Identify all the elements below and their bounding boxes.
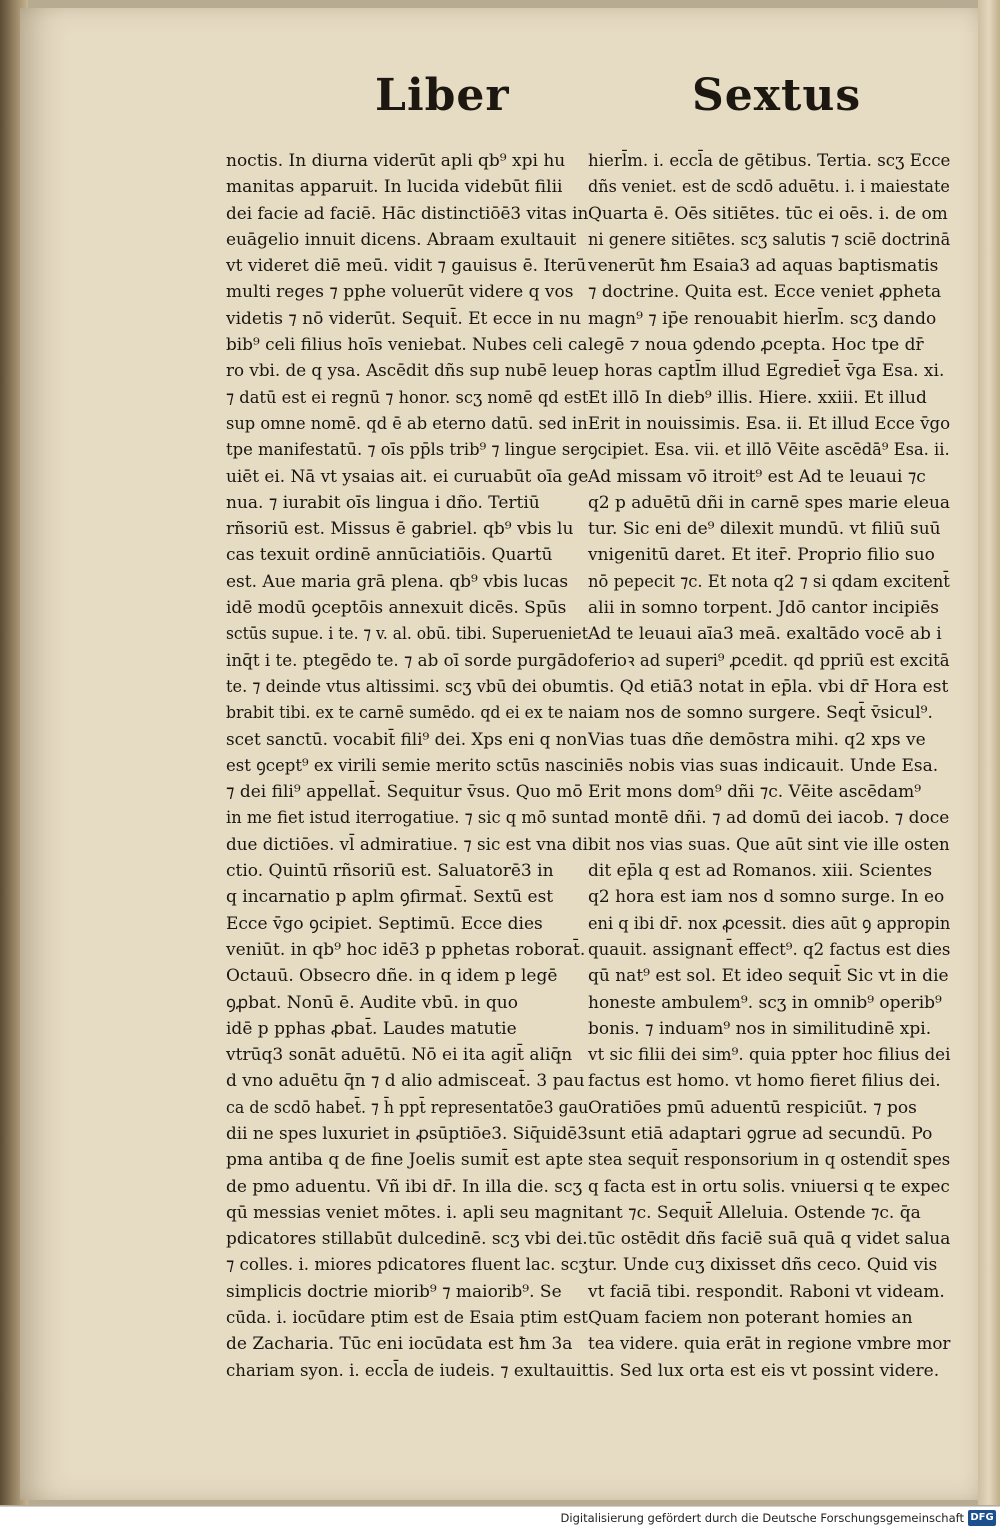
text-line: bib⁹ celi filius hoīs veniebat. Nubes celi ca — [226, 335, 588, 356]
text-line: Oratiōes pmū aduentū respiciūt. ⁊ pos — [588, 1097, 917, 1118]
text-line: tea videre. quia erāt in regione vmbre mor — [588, 1334, 951, 1355]
text-line: cas texuit ordinē annūciatiōis. Quartū — [226, 545, 553, 566]
text-line: brabit tibi. ex te carnē sumēdo. qd ei ex te na — [226, 703, 588, 724]
text-line: bonis. ⁊ induam⁹ nos in similitudinē xpi. — [588, 1018, 932, 1039]
text-line: q2 p aduētū dñi in carnē spes marie eleua — [588, 492, 950, 513]
text-line: veniūt. in qb⁹ hoc idē3 p pphetas roborat̄. — [226, 939, 586, 960]
text-line: dit ep̄la q est ad Romanos. xiii. Scientes — [588, 861, 933, 882]
text-line: tis. Qd etiā3 notat in ep̄la. vbi dr̄ Hora est — [588, 676, 949, 697]
text-line: legē ⁊ noua ꝯdendo ꝓcepta. Hoc tpe dr̄ — [588, 335, 924, 356]
text-line: tis. Sed lux orta est eis vt possint videre. — [588, 1360, 940, 1381]
text-line: vnigenitū daret. Et iter̄. Proprio filio suo — [588, 545, 935, 566]
text-line: inq̄t i te. ptegēdo te. ⁊ ab oī sorde purgādo — [226, 650, 588, 671]
text-line: qū messias veniet mōtes. i. apli seu magni — [226, 1202, 588, 1223]
text-line: videtis ⁊ nō viderūt. Sequit̄. Et ecce in nu — [226, 308, 582, 329]
text-line: bit nos vias suas. Que aūt sint vie ille osten — [588, 834, 950, 855]
text-line: nua. ⁊ iurabit oīs lingua i dño. Tertiū — [226, 492, 540, 513]
text-line: in me fiet istud iterrogatiue. ⁊ sic q mō sunt — [226, 808, 588, 829]
text-line: Quam faciem non poterant homies an — [588, 1308, 913, 1329]
text-line: due dictiōes. vl̄ admiratiue. ⁊ sic est vna di — [226, 834, 588, 855]
text-line: tur. Unde cuʒ dixisset dñs ceco. Quid vis — [588, 1255, 938, 1276]
running-head — [20, 70, 982, 130]
text-line: sup omne nomē. qd ē ab eterno datū. sed in — [226, 413, 588, 434]
text-line: simplicis doctrie miorib⁹ ⁊ maiorib⁹. Se — [226, 1281, 562, 1302]
text-line: ad montē dñi. ⁊ ad domū dei iacob. ⁊ doce — [588, 808, 950, 829]
text-line: tūc ostēdit dñs faciē suā quā q videt salua — [588, 1229, 951, 1250]
text-line: te. ⁊ deinde vtus altissimi. scʒ vbū dei obum — [226, 676, 588, 697]
text-line: venerūt ħm Esaia3 ad aquas baptismatis — [588, 256, 939, 277]
text-line: ro vbi. de q ysa. Ascēdit dñs sup nubē leue — [226, 361, 589, 382]
text-line: idē modū ꝯceptōis annexuit dicēs. Spūs — [226, 598, 567, 619]
text-line: Ecce v̄go ꝯcipiet. Septimū. Ecce dies — [226, 913, 543, 934]
text-line: manitas apparuit. In lucida videbūt filii — [226, 177, 563, 198]
text-line: ⁊ dei fili⁹ appellat̄. Sequitur v̄sus. Quo mō — [226, 782, 583, 803]
text-line: Octauū. Obsecro dñe. in q idem p legē — [226, 966, 558, 987]
text-line: ꝯꝓbat. Nonū ē. Audite vbū. in quo — [226, 992, 518, 1013]
text-line: ⁊ colles. i. miores pdicatores fluent lac. scʒ — [226, 1255, 588, 1276]
text-line: niēs nobis vias suas indicauit. Unde Esa. — [588, 755, 939, 776]
text-line: de pmo aduentu. Vñ ibi dr̄. In illa die. scʒ — [226, 1176, 583, 1197]
text-line: ca de scdō habet̄. ⁊ h̄ ppt̄ representatōe3 gau — [226, 1097, 589, 1118]
text-line: chariam syon. i. eccl̄a de iudeis. ⁊ exultauit — [226, 1360, 589, 1381]
text-line: iam nos de somno surgere. Seqt̄ v̄sicul⁹. — [588, 703, 933, 724]
text-line: magn⁹ ⁊ ip̄e renouabit hierl̄m. scʒ dando — [588, 308, 937, 329]
text-line: ctio. Quintū rñsoriū est. Saluatorē3 in — [226, 861, 554, 882]
text-line: Et illō In dieb⁹ illis. Hiere. xxiii. Et illud — [588, 387, 927, 408]
text-line: de Zacharia. Tūc eni iocūdata est ħm 3a — [226, 1334, 573, 1355]
dfg-logo[interactable]: DFG — [968, 1510, 996, 1526]
text-line: ⁊ doctrine. Quita est. Ecce veniet ꝓpheta — [588, 282, 942, 303]
running-head-left: Liber — [375, 70, 510, 121]
text-line: p horas captl̄m illud Egrediet̄ v̄ga Esa. xi. — [588, 361, 945, 382]
text-line: honeste ambulem⁹. scʒ in omnib⁹ operib⁹ — [588, 992, 942, 1013]
text-line: Vias tuas dñe demōstra mihi. q2 xps ve — [588, 729, 926, 750]
text-line: q2 hora est iam nos d somno surge. In eo — [588, 887, 945, 908]
text-line: dñs veniet. est de scdō aduētu. i. i maiestate — [588, 177, 950, 198]
text-line: vt videret diē meū. vidit ⁊ gauisus ē. Iterū — [226, 256, 587, 277]
text-line: noctis. In diurna viderūt apli qb⁹ xpi hu — [226, 151, 566, 171]
footer-bar — [0, 1506, 1000, 1531]
text-line: vt sic filii dei sim⁹. quia ppter hoc filius dei — [588, 1045, 951, 1066]
text-line: ⁊ datū est ei regnū ⁊ honor. scʒ nomē qd est — [226, 387, 589, 408]
text-line: factus est homo. vt homo fieret filius dei. — [588, 1071, 941, 1092]
text-column-right — [588, 148, 951, 1381]
text-line: dei facie ad faciē. Hāc distinctiōē3 vitas in — [226, 203, 589, 224]
text-line: est. Aue maria grā plena. qb⁹ vbis lucas — [226, 571, 569, 592]
text-line: ꝯcipiet. Esa. vii. et illō Vēite ascēdā⁹ Esa. ii. — [588, 440, 950, 461]
text-line: multi reges ⁊ pphe voluerūt videre q vos — [226, 282, 574, 303]
text-line: est ꝯcept⁹ ex virili semie merito sctūs nasci — [226, 755, 589, 776]
text-line: hierl̄m. i. eccl̄a de gētibus. Tertia. scʒ Ecce — [588, 151, 951, 171]
text-line: euāgelio innuit dicens. Abraam exultauit — [226, 229, 577, 250]
text-line: pdicatores stillabūt dulcedinē. scʒ vbi dei. — [226, 1229, 588, 1250]
text-line: ferioꝛ ad superi⁹ ꝓcedit. qd ppriū est excitā — [588, 650, 950, 671]
text-line: q facta est in ortu solis. vniuersi q te expec — [588, 1176, 950, 1197]
text-line: quauit. assignant̄ effect⁹. q2 factus est dies — [588, 939, 951, 960]
text-line: alii in somno torpent. Jdō cantor incipiēs — [588, 598, 940, 619]
page-fore-edge — [978, 0, 1000, 1505]
text-line: Erit mons dom⁹ dñi ⁊c. Vēite ascēdam⁹ — [588, 782, 922, 803]
text-line: uiēt ei. Nā vt ysaias ait. ei curuabūt oīa ge — [226, 466, 589, 487]
text-line: q incarnatio p aplm ꝯfirmat̄. Sextū est — [226, 887, 554, 908]
text-line: rñsoriū est. Missus ē gabriel. qb⁹ vbis lu — [226, 519, 574, 540]
running-head-right: Sextus — [692, 70, 862, 121]
text-line: scet sanctū. vocabit̄ fili⁹ dei. Xps eni q non — [226, 729, 588, 750]
text-line: eni q ibi dr̄. nox ꝓcessit. dies aūt ꝯ appropin — [588, 913, 951, 934]
text-line: qū nat⁹ est sol. Et ideo sequit̄ Sic vt in die — [588, 966, 949, 987]
text-line: vt faciā tibi. respondit. Raboni vt videam. — [588, 1281, 945, 1302]
text-line: nō pepecit ⁊c. Et nota q2 ⁊ si qdam excitent̄ — [588, 571, 950, 592]
text-column-left — [226, 148, 589, 1381]
text-line: tant ⁊c. Sequit̄ Alleluia. Ostende ⁊c. q̄a — [588, 1202, 921, 1223]
text-line: ni genere sitiētes. scʒ salutis ⁊ sciē doctrinā — [588, 229, 951, 250]
text-line: Ad te leuaui aīa3 meā. exaltādo vocē ab i — [588, 624, 942, 645]
text-line: dii ne spes luxuriet in ꝓsūptiōe3. Siq̄uidē3 — [226, 1123, 588, 1144]
book-page — [20, 8, 982, 1500]
text-line: stea sequit̄ responsorium in q ostendit̄ spes — [588, 1150, 951, 1171]
text-line: tpe manifestatū. ⁊ oīs pp̄ls trib⁹ ⁊ lingue ser — [226, 440, 588, 461]
text-line: vtrūq3 sonāt aduētū. Nō ei ita agit̄ aliq̄n — [226, 1045, 573, 1066]
text-line: tur. Sic eni de⁹ dilexit mundū. vt filiū suū — [588, 519, 941, 540]
text-line: sctūs supue. i te. ⁊ v. al. obū. tibi. Superueniet — [226, 624, 588, 645]
text-line: Quarta ē. Oēs sitiētes. tūc ei oēs. i. de om — [588, 203, 948, 224]
footer-credit: Digitalisierung gefördert durch die Deutsche Forschungsgemeinschaft — [560, 1511, 964, 1525]
text-line: sunt etiā adaptari ꝯgrue ad secundū. Po — [588, 1123, 933, 1144]
text-line: pma antiba q de fine Joelis sumit̄ est apte — [226, 1150, 584, 1171]
text-line: cūda. i. iocūdare ptim est de Esaia ptim est — [226, 1308, 588, 1329]
text-line: Ad missam vō itroit⁹ est Ad te leuaui ⁊c — [588, 466, 926, 487]
text-line: Erit in nouissimis. Esa. ii. Et illud Ecce v̄go — [588, 413, 951, 434]
text-line: idē p pphas ꝓbat̄. Laudes matutie — [226, 1018, 517, 1039]
text-line: d vno aduētu q̄n ⁊ d alio admisceat̄. 3 pau — [226, 1071, 585, 1092]
